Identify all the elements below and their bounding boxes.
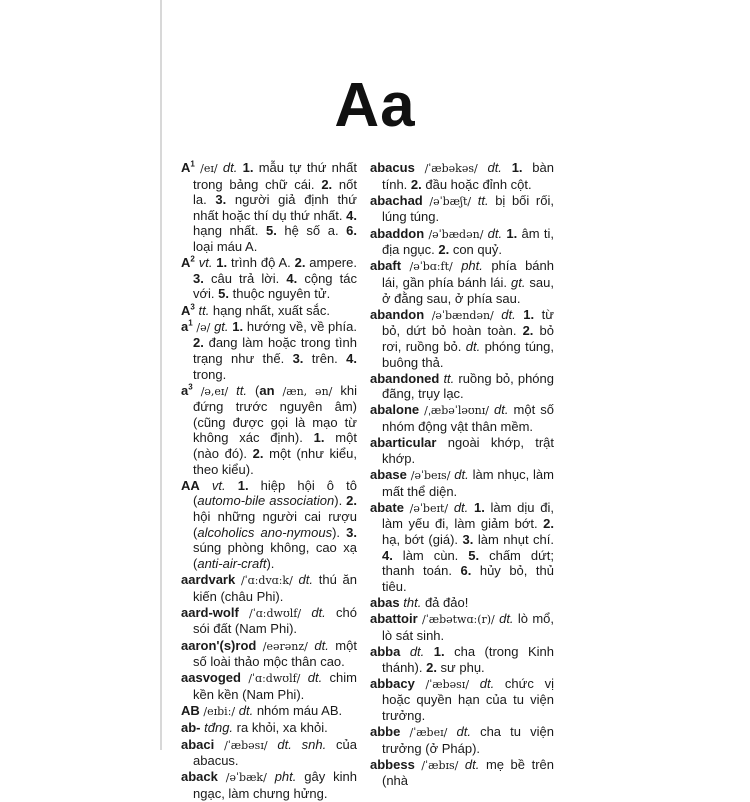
dictionary-column-right xyxy=(370,160,554,790)
dictionary-entry: aaron'(s)rod /eərənz/ dt. một số loài thảo mộc thân cao. xyxy=(181,637,357,670)
dictionary-entry: $a^3$ /ə,eɪ/ tt. (an /æn, ən/ khi đứng trước nguyên âm) (cũng được gọi là mạo từ không xác định). 1. một (nào đó). 2. một (như kiểu, theo kiểu). xyxy=(181,382,357,477)
letter-heading: Aa xyxy=(334,71,416,140)
dictionary-entry: abaci /ˈæbəsɪ/ dt. snh. của abacus. xyxy=(181,736,357,769)
dictionary-entry: ab- tđng. ra khỏi, xa khỏi. xyxy=(181,720,328,736)
dictionary-entry: abate /əˈbeɪt/ dt. 1. làm dịu đi, làm yếu đi, làm giảm bớt. 2. hạ, bớt (giá). 3. làm nhụt chí. 4. làm cùn. 5. chấm dứt; thanh toán. 6. hủy bỏ, thủ tiêu. xyxy=(370,499,555,594)
dictionary-entry: $A^2$ vt. 1. trình độ A. 2. ampere. 3. câu trả lời. 4. cộng tác với. 5. thuộc nguyên tử. xyxy=(181,254,357,302)
dictionary-entry: abbacy /ˈæbəsɪ/ dt. chức vị hoặc quyền hạn của tu viện trưởng. xyxy=(370,675,554,723)
dictionary-entry: aardvark /ˈɑːdvɑːk/ dt. thú ăn kiến (châu Phi). xyxy=(181,572,357,604)
dictionary-entry: abacus /ˈæbəkəs/ dt. 1. bàn tính. 2. đầu hoặc đỉnh cột. xyxy=(370,160,554,192)
dictionary-entry: abaft /əˈbɑːft/ pht. phía bánh lái, gần phía bánh lái. gt. sau, ở đằng sau, ở phía sau. xyxy=(370,258,554,306)
dictionary-entry: abachad /əˈbæʃt/ tt. bị bối rối, lúng túng. xyxy=(370,192,554,225)
dictionary-entry: $a^1$ /ə/ gt. 1. hướng về, về phía. 2. đang làm hoặc trong tình trạng như thế. 3. trên. 4. trong. xyxy=(181,318,357,382)
dictionary-entry: $A^3$ tt. hạng nhất, xuất sắc. xyxy=(181,302,331,318)
dictionary-entry: abarticular ngoài khớp, trật khớp. xyxy=(370,435,554,466)
dictionary-entry: aasvoged /ˈɑːdwʊlf/ dt. chim kền kền (Nam Phi). xyxy=(181,670,357,702)
dictionary-entry: abalone /ˌæbəˈləʊnɪ/ dt. một số nhóm động vật thân mềm. xyxy=(370,402,554,435)
dictionary-entry: abbe /ˈæbeɪ/ dt. cha tu viện trưởng (ở Pháp). xyxy=(370,724,554,756)
dictionary-column-left xyxy=(181,160,357,802)
dictionary-entry: aard-wolf /ˈɑːdwʊlf/ dt. chó sói đất (Nam Phi). xyxy=(181,604,357,637)
dictionary-entry: $A^1$ /eɪ/ dt. 1. mẫu tự thứ nhất trong bảng chữ cái. 2. nốt la. 3. người giả định thứ nhất hoặc thí dụ thứ nhất. 4. hạng nhất. 5. hệ số a. 6. loại máu A. xyxy=(181,159,357,254)
dictionary-entry: abandoned tt. ruồng bỏ, phóng đãng, trụy lạc. xyxy=(370,370,554,402)
dictionary-entry: abandon /əˈbændən/ dt. 1. từ bỏ, dứt bỏ hoàn toàn. 2. bỏ rơi, ruồng bỏ. dt. phóng túng, buông thả. xyxy=(370,306,554,370)
dictionary-entry: abaddon /əˈbædən/ dt. 1. âm ti, địa ngục. 2. con quỷ. xyxy=(370,225,554,258)
dictionary-entry: abba dt. 1. cha (trong Kinh thánh). 2. sư phụ. xyxy=(370,643,554,675)
dictionary-entry: AA vt. 1. hiệp hội ô tô (automo-bile association). 2. hội những người cai rượu (alcoholics ano-nymous). 3. súng phòng không, cao xạ (anti-air-craft). xyxy=(181,477,357,571)
dictionary-entry: AB /eɪbiː/ dt. nhóm máu AB. xyxy=(181,703,343,719)
dictionary-entry: abas tht. đả đảo! xyxy=(370,594,469,610)
dictionary-entry: aback /əˈbæk/ pht. gây kinh ngạc, làm chưng hửng. xyxy=(181,769,357,801)
dictionary-entry: abbess /ˈæbɪs/ dt. mẹ bề trên (nhà xyxy=(370,756,554,789)
dictionary-entry: abattoir /ˈæbətwɑː(r)/ dt. lò mổ, lò sát sinh. xyxy=(370,611,554,643)
dictionary-entry: abase /əˈbeɪs/ dt. làm nhục, làm mất thể diện. xyxy=(370,467,554,499)
